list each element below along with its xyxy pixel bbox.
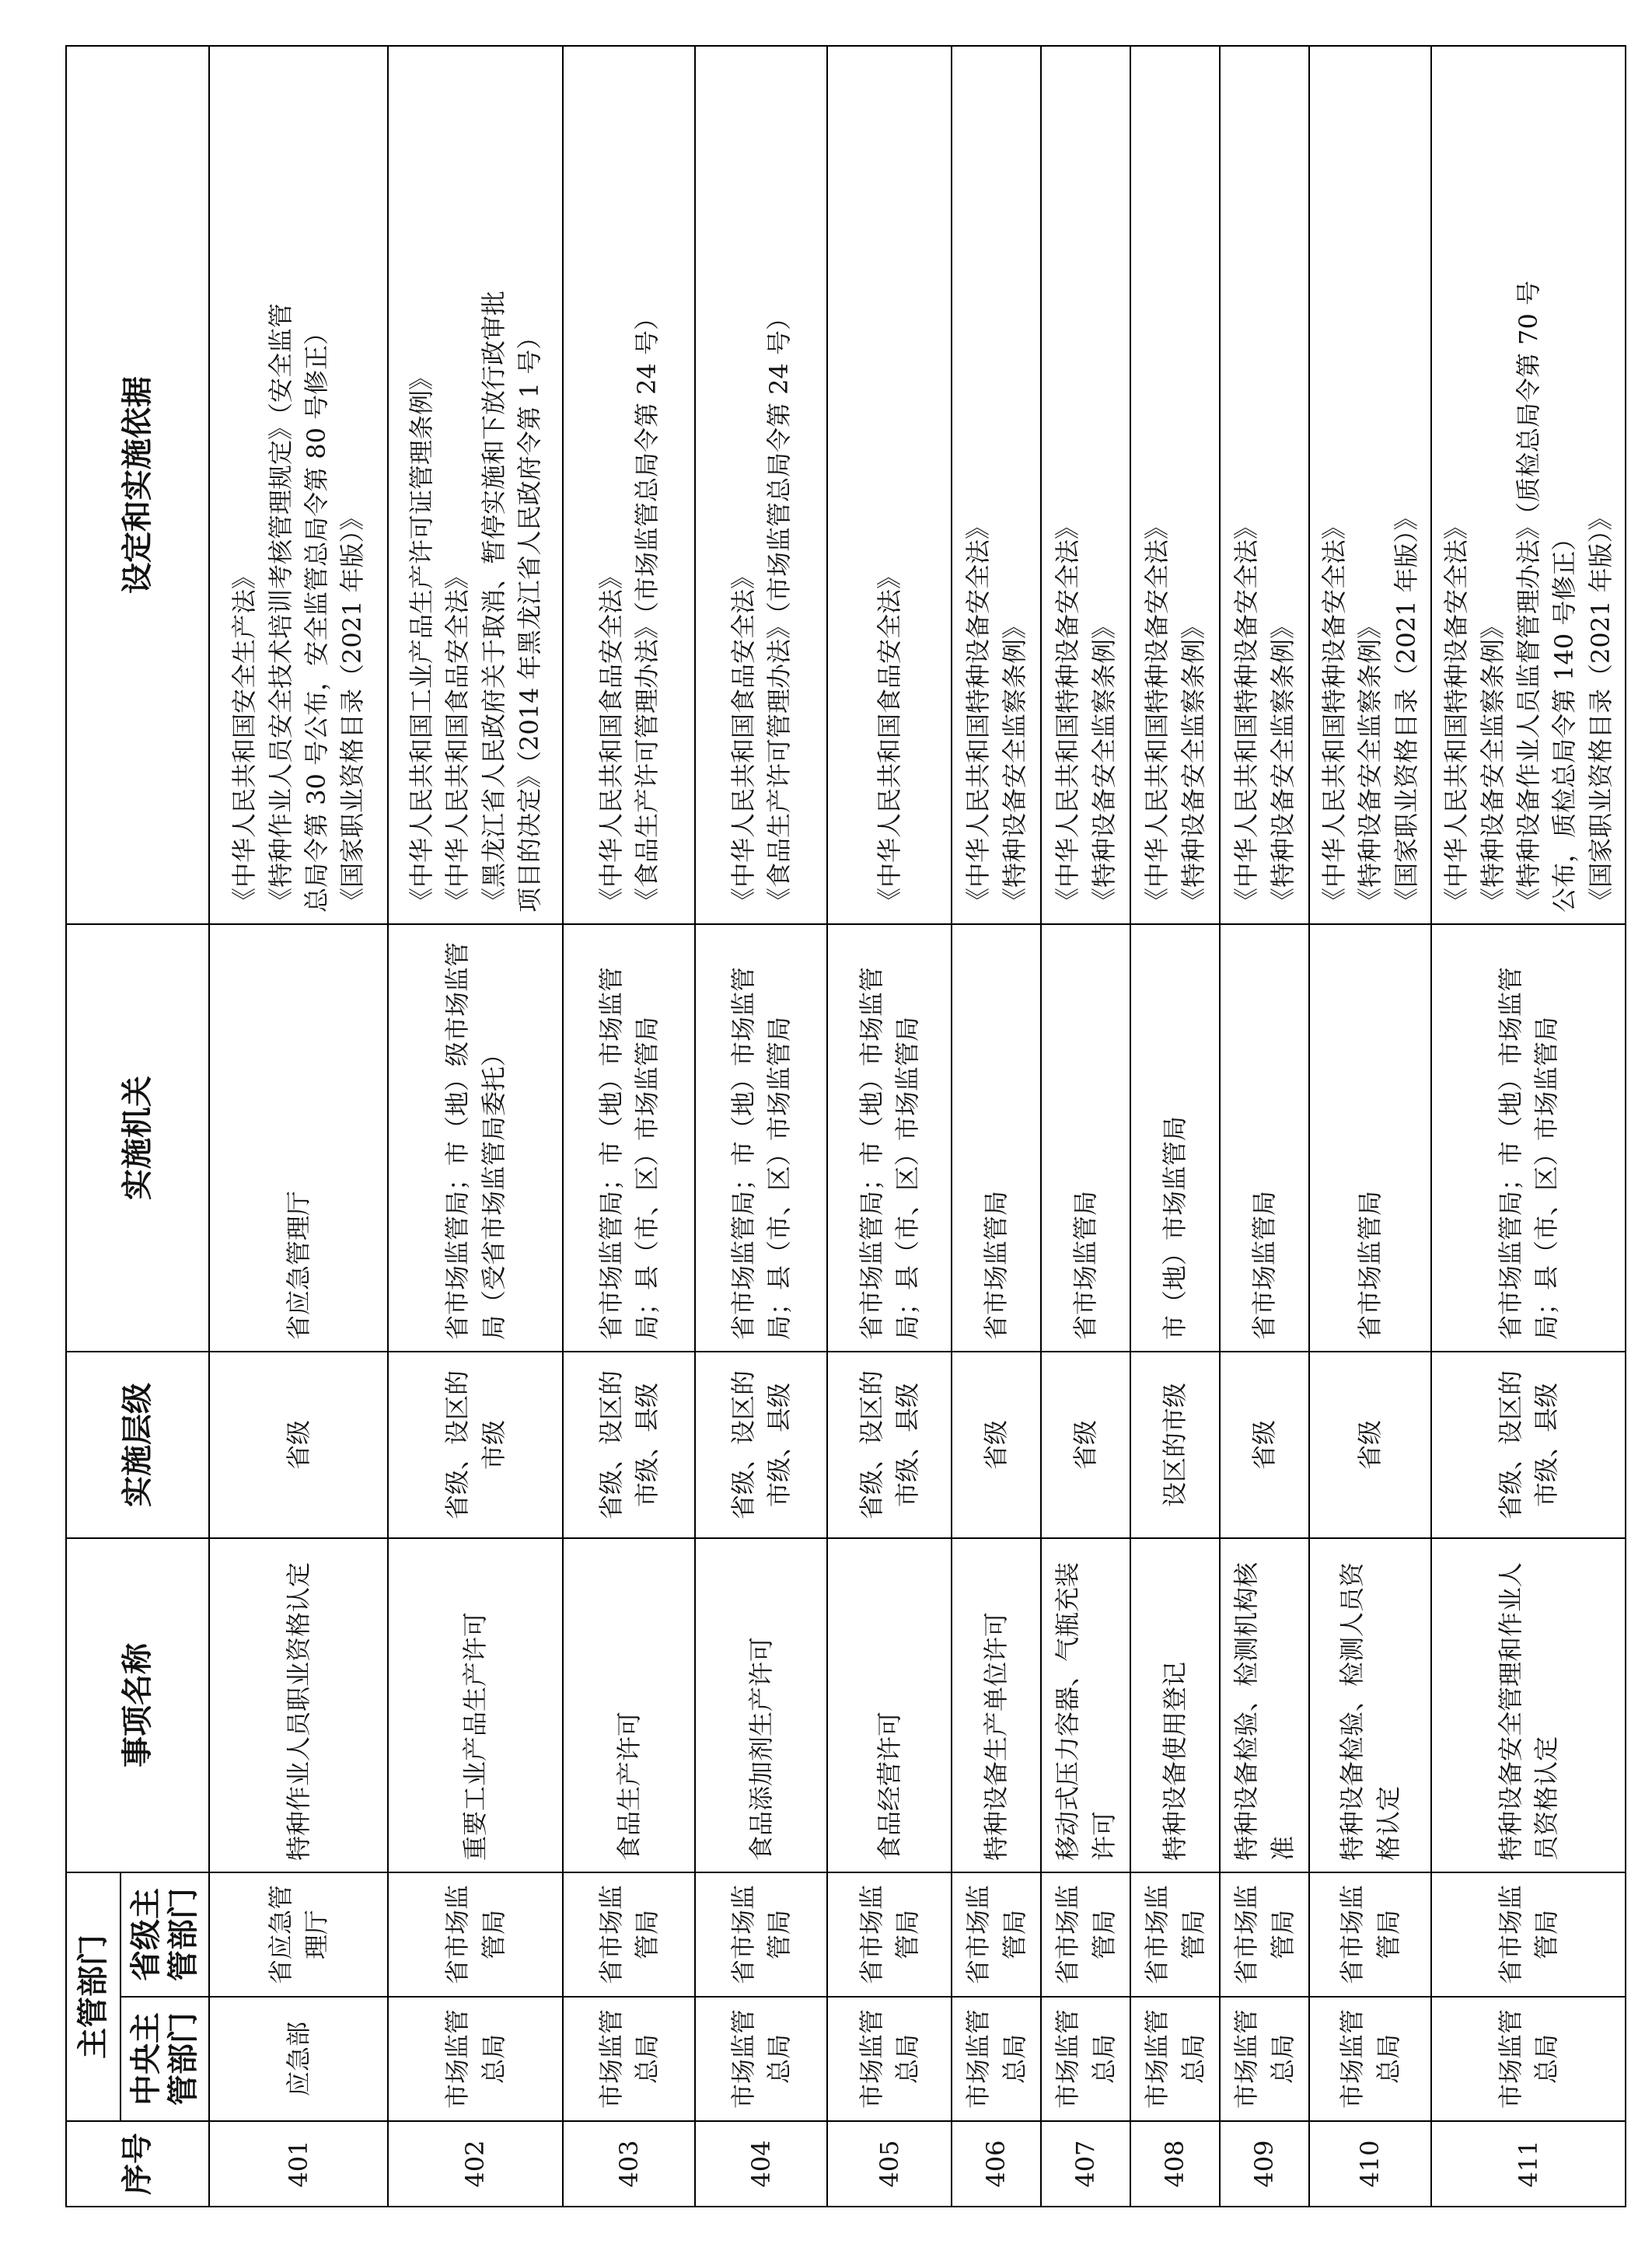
table-row — [1041, 46, 1130, 2207]
basis-line: 《国家职业资格目录（2021 年版）》 — [1391, 505, 1421, 912]
basis-line: 《中华人民共和国安全生产法》 — [229, 564, 260, 912]
cell-agency: 省市场监管局 — [1041, 924, 1130, 1352]
basis-line: 《国家职业资格目录（2021 年版）》 — [337, 505, 368, 912]
cell-level: 省级 — [209, 1352, 388, 1538]
cell-level: 省级、设区的市级、县级 — [1431, 1352, 1626, 1538]
cell-level: 省级、设区的市级、县级 — [827, 1352, 952, 1538]
table-row — [827, 46, 952, 2207]
basis-line: 《中华人民共和国特种设备安全法》 — [1231, 514, 1262, 912]
cell-provincial-dept: 省市场监管局 — [388, 1872, 563, 1997]
cell-level: 省级、设区的市级、县级 — [695, 1352, 827, 1538]
header-basis: 设定和实施依据 — [66, 46, 209, 924]
basis-line: 《国家职业资格目录（2021 年版）》 — [1585, 505, 1615, 912]
approval-items-table — [65, 45, 1626, 2207]
basis-line: 《中华人民共和国食品安全法》 — [595, 564, 626, 912]
cell-central-dept: 市场监管总局 — [827, 1997, 952, 2121]
cell-item-name: 食品添加剂生产许可 — [695, 1538, 827, 1872]
cell-item-name: 重要工业产品生产许可 — [388, 1538, 563, 1872]
basis-line: 《特种设备作业人员监督管理办法》（质检总局令第 70 号 — [1513, 280, 1543, 912]
cell-provincial-dept: 省市场监管局 — [827, 1872, 952, 1997]
table-row — [952, 46, 1041, 2207]
basis-line: 《特种设备安全监察条例》 — [1178, 613, 1208, 912]
cell-basis — [1130, 46, 1220, 924]
cell-level: 省级 — [1041, 1352, 1130, 1538]
header-item: 事项名称 — [66, 1538, 209, 1872]
cell-basis — [695, 46, 827, 924]
basis-line: 《中华人民共和国食品安全法》 — [728, 564, 758, 912]
cell-agency: 省市场监管局；市（地）市场监管局；县（市、区）市场监管局 — [695, 924, 827, 1352]
cell-basis — [1041, 46, 1130, 924]
cell-seq: 401 — [209, 2121, 388, 2207]
header-central: 中央主管部门 — [120, 1997, 209, 2121]
cell-basis — [1220, 46, 1309, 924]
cell-provincial-dept: 省应急管理厅 — [209, 1872, 388, 1997]
cell-provincial-dept: 省市场监管局 — [695, 1872, 827, 1997]
cell-central-dept: 市场监管总局 — [695, 1997, 827, 2121]
cell-item-name: 特种设备检验、检测机构核准 — [1220, 1538, 1309, 1872]
cell-provincial-dept: 省市场监管局 — [1041, 1872, 1130, 1997]
cell-seq: 410 — [1309, 2121, 1431, 2207]
cell-central-dept: 市场监管总局 — [563, 1997, 695, 2121]
cell-item-name: 食品生产许可 — [563, 1538, 695, 1872]
cell-provincial-dept: 省市场监管局 — [1431, 1872, 1626, 1997]
basis-line: 《中华人民共和国特种设备安全法》 — [1319, 514, 1349, 912]
cell-central-dept: 市场监管总局 — [1220, 1997, 1309, 2121]
cell-item-name: 特种设备生产单位许可 — [952, 1538, 1041, 1872]
cell-item-name: 食品经营许可 — [827, 1538, 952, 1872]
cell-item-name: 特种设备使用登记 — [1130, 1538, 1220, 1872]
cell-level: 省级、设区的市级、县级 — [563, 1352, 695, 1538]
cell-basis — [209, 46, 388, 924]
cell-item-name: 移动式压力容器、气瓶充装许可 — [1041, 1538, 1130, 1872]
cell-item-name: 特种设备安全管理和作业人员资格认定 — [1431, 1538, 1626, 1872]
cell-central-dept: 市场监管总局 — [1431, 1997, 1626, 2121]
header-provincial: 省级主管部门 — [120, 1872, 209, 1997]
basis-line: 《中华人民共和国食品安全法》 — [442, 564, 473, 912]
cell-seq: 405 — [827, 2121, 952, 2207]
table-row — [1220, 46, 1309, 2207]
table-row — [388, 46, 563, 2207]
cell-item-name: 特种作业人员职业资格认定 — [209, 1538, 388, 1872]
cell-provincial-dept: 省市场监管局 — [1309, 1872, 1431, 1997]
cell-agency: 省应急管理厅 — [209, 924, 388, 1352]
basis-line: 《特种设备安全监察条例》 — [1267, 613, 1298, 912]
basis-line: 《特种设备安全监察条例》 — [1477, 613, 1507, 912]
cell-basis — [388, 46, 563, 924]
header-seq: 序号 — [66, 2121, 209, 2207]
table-row — [1309, 46, 1431, 2207]
cell-basis — [952, 46, 1041, 924]
cell-seq: 404 — [695, 2121, 827, 2207]
basis-line: 《中华人民共和国工业产品生产许可证管理条例》 — [406, 365, 436, 912]
cell-agency: 省市场监管局 — [1220, 924, 1309, 1352]
cell-central-dept: 市场监管总局 — [952, 1997, 1041, 2121]
cell-level: 省级 — [1309, 1352, 1431, 1538]
cell-level: 省级、设区的市级 — [388, 1352, 563, 1538]
cell-agency: 省市场监管局 — [952, 924, 1041, 1352]
basis-line: 项目的决定》（2014 年黑龙江省人民政府令第 1 号） — [514, 324, 544, 912]
cell-seq: 403 — [563, 2121, 695, 2207]
cell-basis — [1431, 46, 1626, 924]
basis-line: 《特种作业人员安全技术培训考核管理规定》（安全监管 — [265, 302, 295, 912]
cell-seq: 406 — [952, 2121, 1041, 2207]
cell-provincial-dept: 省市场监管局 — [563, 1872, 695, 1997]
cell-seq: 407 — [1041, 2121, 1130, 2207]
cell-agency: 市（地）市场监管局 — [1130, 924, 1220, 1352]
table-row — [1431, 46, 1626, 2207]
cell-agency: 省市场监管局；市（地）市场监管局；县（市、区）市场监管局 — [563, 924, 695, 1352]
basis-line: 《食品生产许可管理办法》（市场监管总局令第 24 号） — [632, 305, 662, 912]
cell-level: 省级 — [1220, 1352, 1309, 1538]
cell-central-dept: 市场监管总局 — [1309, 1997, 1431, 2121]
header-agency: 实施机关 — [66, 924, 209, 1352]
table-row — [209, 46, 388, 2207]
cell-seq: 408 — [1130, 2121, 1220, 2207]
table-body — [209, 46, 1626, 2207]
basis-line: 《食品生产许可管理办法》（市场监管总局令第 24 号） — [764, 305, 794, 912]
cell-seq: 409 — [1220, 2121, 1309, 2207]
cell-provincial-dept: 省市场监管局 — [1130, 1872, 1220, 1997]
cell-agency: 省市场监管局；市（地）市场监管局；县（市、区）市场监管局 — [1431, 924, 1626, 1352]
basis-line: 《特种设备安全监察条例》 — [1355, 613, 1385, 912]
basis-line: 《中华人民共和国食品安全法》 — [874, 564, 904, 912]
basis-line: 《黑龙江省人民政府关于取消、暂停实施和下放行政审批 — [478, 290, 508, 912]
cell-seq: 411 — [1431, 2121, 1626, 2207]
header-row-1 — [66, 46, 120, 2207]
basis-line: 《特种设备安全监察条例》 — [1088, 613, 1119, 912]
cell-seq: 402 — [388, 2121, 563, 2207]
basis-line: 《中华人民共和国特种设备安全法》 — [1441, 514, 1472, 912]
basis-line: 公布，质检总局令第 140 号修正） — [1549, 525, 1580, 912]
cell-agency: 省市场监管局 — [1309, 924, 1431, 1352]
basis-line: 《中华人民共和国特种设备安全法》 — [963, 514, 994, 912]
cell-central-dept: 市场监管总局 — [1041, 1997, 1130, 2121]
table-row — [695, 46, 827, 2207]
cell-central-dept: 应急部 — [209, 1997, 388, 2121]
cell-basis — [827, 46, 952, 924]
cell-provincial-dept: 省市场监管局 — [1220, 1872, 1309, 1997]
basis-line: 总局令第 30 号公布，安全监管总局令第 80 号修正） — [302, 319, 331, 912]
cell-item-name: 特种设备检验、检测人员资格认定 — [1309, 1538, 1431, 1872]
basis-line: 《特种设备安全监察条例》 — [999, 613, 1029, 912]
cell-basis — [563, 46, 695, 924]
header-level: 实施层级 — [66, 1352, 209, 1538]
table-row — [563, 46, 695, 2207]
header-dept-group: 主管部门 — [66, 1872, 120, 2121]
cell-central-dept: 市场监管总局 — [1130, 1997, 1220, 2121]
basis-line: 《中华人民共和国特种设备安全法》 — [1053, 514, 1083, 912]
cell-level: 省级 — [952, 1352, 1041, 1538]
cell-level: 设区的市级 — [1130, 1352, 1220, 1538]
cell-provincial-dept: 省市场监管局 — [952, 1872, 1041, 1997]
cell-central-dept: 市场监管总局 — [388, 1997, 563, 2121]
table-row — [1130, 46, 1220, 2207]
cell-agency: 省市场监管局；市（地）级市场监管局（受省市场监管局委托） — [388, 924, 563, 1352]
cell-agency: 省市场监管局；市（地）市场监管局；县（市、区）市场监管局 — [827, 924, 952, 1352]
basis-line: 《中华人民共和国特种设备安全法》 — [1142, 514, 1172, 912]
cell-basis — [1309, 46, 1431, 924]
